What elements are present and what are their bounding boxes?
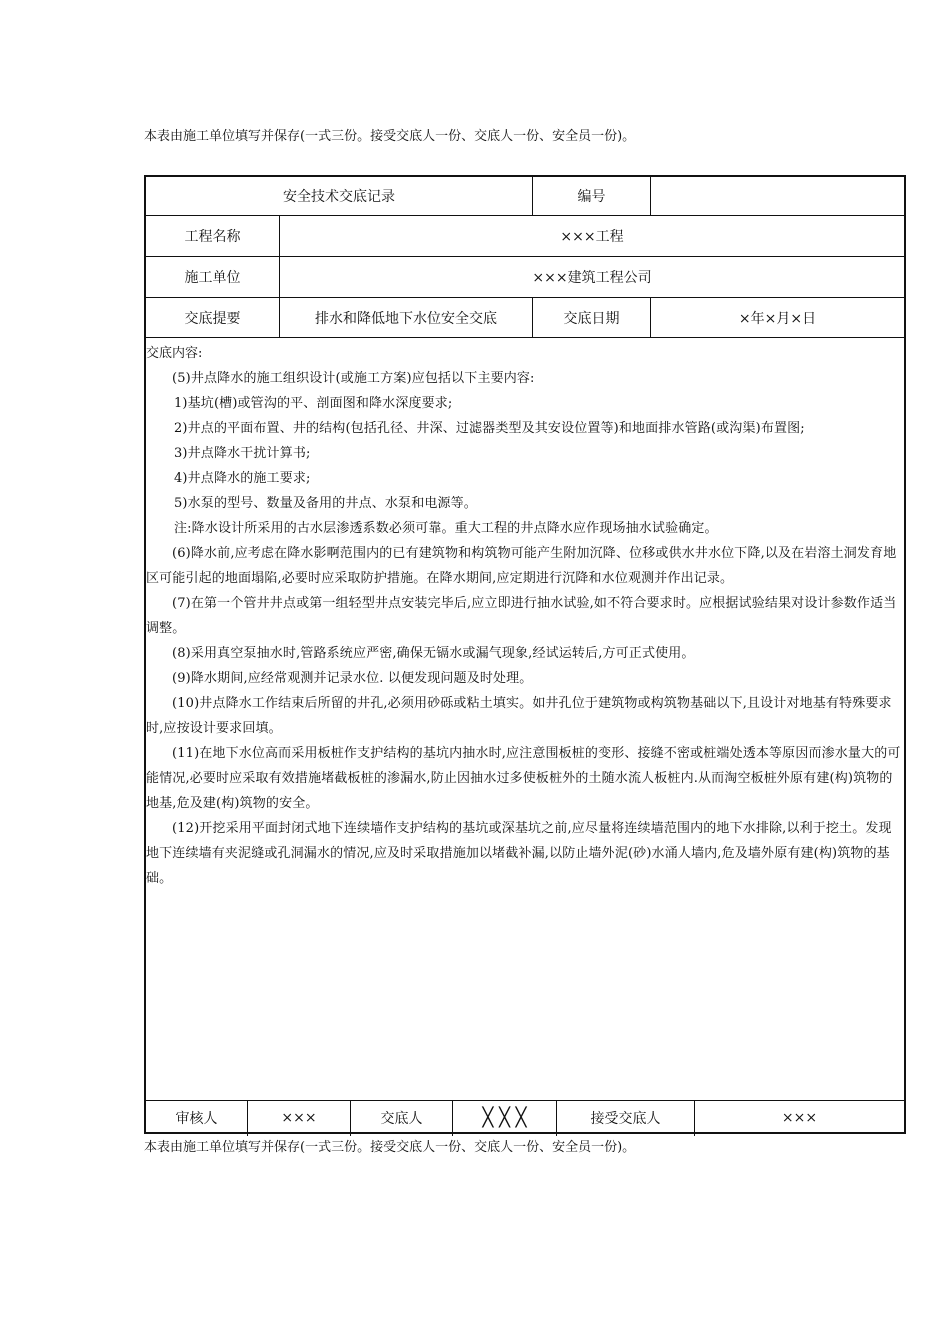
content-paragraph: 3)井点降水干扰计算书;: [174, 446, 311, 461]
project-name-value: ×××工程: [560, 229, 624, 245]
bottom-note: 本表由施工单位填写并保存(一式三份。接受交底人一份、交底人一份、安全员一份)。: [144, 1140, 636, 1155]
content-heading: 交底内容:: [146, 346, 203, 361]
disclosure-content: [146, 341, 904, 891]
date-value: ×年×月×日: [738, 310, 817, 327]
date-label: 交底日期: [563, 310, 620, 327]
summary-value: 排水和降低地下水位安全交底: [315, 310, 497, 327]
content-paragraph: 5)水泵的型号、数量及备用的井点、水泵和电源等。: [174, 496, 477, 511]
content-paragraph: (9)降水期间,应经常观测并记录水位. 以便发现问题及时处理。: [172, 671, 533, 686]
content-paragraph: (6)降水前,应考虑在降水影啊范围内的已有建筑物和构筑物可能产生附加沉降、位移或供水井水位下降,以及在岩溶土洞发育地区可能引起的地面塌陷,必要时应采取防护措施。在降水期间,应定期进行沉降和水位观测并作出记录。: [146, 546, 897, 586]
safety-disclosure-form: [144, 175, 906, 1134]
content-paragraph: 4)井点降水的施工要求;: [174, 471, 311, 486]
content-paragraph: (5)井点降水的施工组织设计(或施工方案)应包括以下主要内容:: [172, 371, 535, 386]
construction-unit-value: ×××建筑工程公司: [532, 270, 652, 286]
content-paragraph: (7)在第一个管井井点或第一组轻型井点安装完毕后,应立即进行抽水试验,如不符合要求时。应根据试验结果对设计参数作适当调整。: [146, 596, 897, 636]
number-label: 编号: [577, 189, 606, 205]
form-title: 安全技术交底记录: [283, 189, 395, 205]
content-paragraph: (10)井点降水工作结束后所留的井孔,必须用砂砾或粘土填实。如井孔位于建筑物或构筑物基础以下,且设计对地基有特殊要求时,应按设计要求回填。: [146, 696, 892, 736]
reviewer-label: 审核人: [175, 1110, 218, 1127]
content-paragraph: (11)在地下水位高而采用板桩作支护结构的基坑内抽水时,应注意围板桩的变形、接缝不密或桩端处透本等原因而渗水量大的可能情况,必要时应采取有效措施堵截板桩的渗漏水,防止因抽水过多使板桩外的土随水流人板桩内.从而淘空板桩外原有建(构)筑物的地基,危及建(构)筑物的安全。: [146, 746, 901, 811]
project-name-label: 工程名称: [184, 229, 241, 245]
discloser-label: 交底人: [380, 1110, 423, 1127]
summary-label: 交底提要: [184, 310, 241, 327]
content-paragraph: 1)基坑(槽)或管沟的平、剖面图和降水深度要求;: [174, 396, 453, 411]
number-value: [651, 177, 904, 215]
content-paragraph: (12)开挖采用平面封闭式地下连续墙作支护结构的基坑或深基坑之前,应尽量将连续墙范围内的地下水排除,以利于挖土。发现地下连续墙有夹泥缝或孔洞漏水的情况,应及时采取措施加以堵截补漏,以防止墙外泥(砂)水涌人墙内,危及墙外原有建(构)筑物的基础。: [146, 821, 892, 886]
content-paragraph: (8)采用真空泵抽水时,管路系统应严密,确保无镉水或漏气现象,经试运转后,方可正式使用。: [172, 646, 695, 661]
construction-unit-label: 施工单位: [184, 270, 241, 286]
receiver-label: 接受交底人: [590, 1110, 661, 1127]
receiver-value: ×××: [781, 1109, 818, 1126]
discloser-value: ╳ ╳ ╳: [482, 1107, 527, 1128]
content-paragraph: 2)井点的平面布置、井的结构(包括孔径、井深、过滤器类型及其安设位置等)和地面排水管路(或沟渠)布置图;: [174, 421, 805, 436]
reviewer-value: ×××: [281, 1109, 317, 1126]
content-paragraph: 注:降水设计所采用的古水层渗透系数必须可靠。重大工程的井点降水应作现场抽水试验确定。: [174, 521, 718, 536]
top-note: 本表由施工单位填写并保存(一式三份。接受交底人一份、交底人一份、安全员一份)。: [144, 129, 636, 144]
